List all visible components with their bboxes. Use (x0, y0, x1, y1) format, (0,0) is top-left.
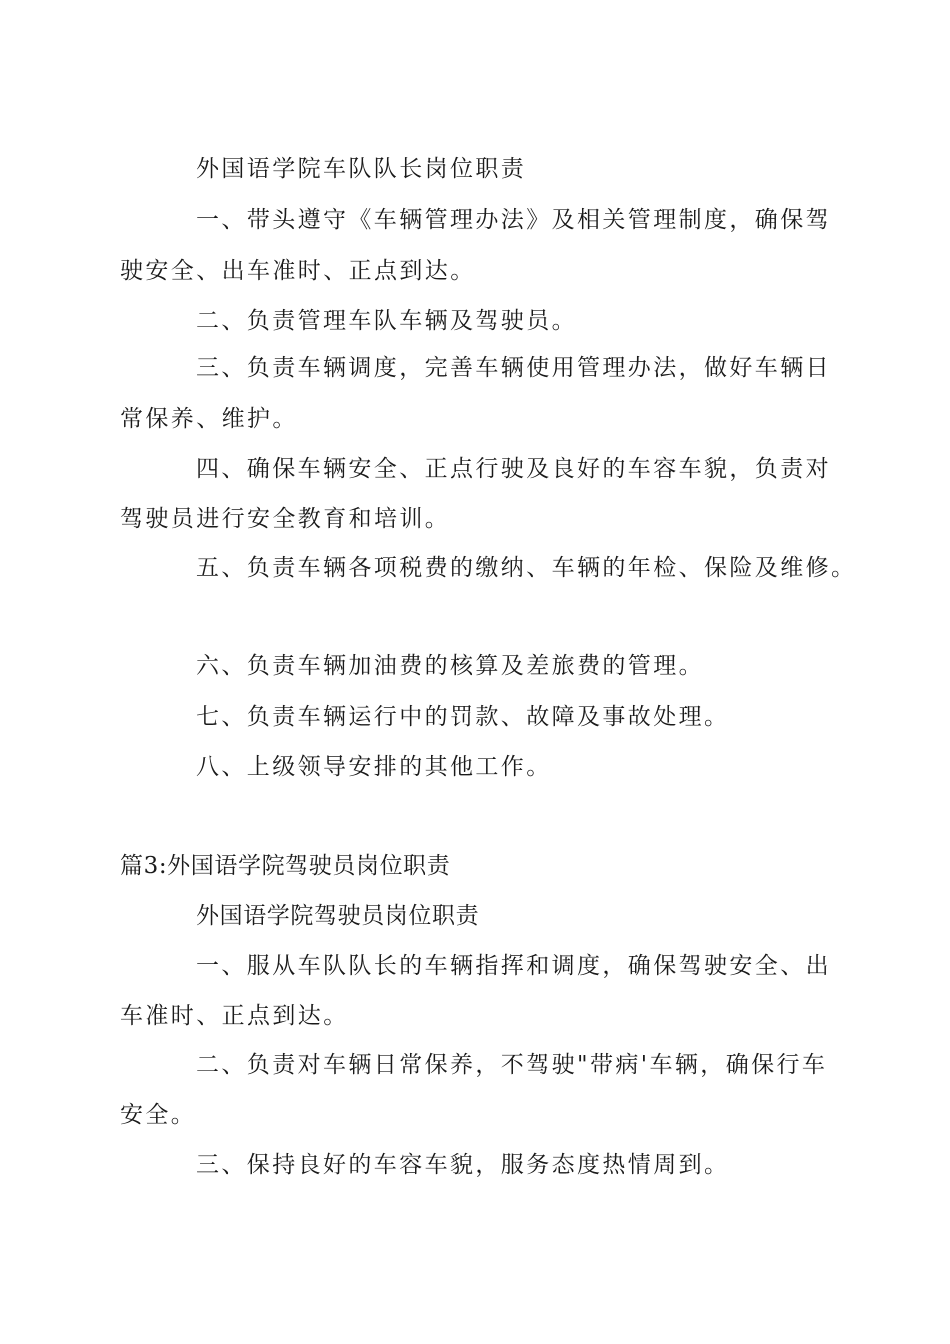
duty-item-4-line1: 四、确保车辆安全、正点行驶及良好的车容车貌，负责对 (196, 456, 831, 482)
driver-duty-item-1-line1: 一、服从车队队长的车辆指挥和调度，确保驾驶安全、出 (196, 953, 831, 979)
section3-heading: 篇3:外国语学院驾驶员岗位职责 (120, 853, 451, 879)
duty-item-2: 二、负责管理车队车辆及驾驶员。 (196, 308, 577, 334)
driver-duty-item-3: 三、保持良好的车容车貌，服务态度热情周到。 (196, 1152, 730, 1178)
driver-duty-item-1-line2: 车准时、正点到达。 (120, 1003, 349, 1029)
duty-item-1-line1: 一、带头遵守《车辆管理办法》及相关管理制度，确保驾 (196, 207, 831, 233)
duty-item-4-line2: 驾驶员进行安全教育和培训。 (120, 506, 451, 532)
duty-item-6: 六、负责车辆加油费的核算及差旅费的管理。 (196, 653, 704, 679)
duty-item-7: 七、负责车辆运行中的罚款、故障及事故处理。 (196, 704, 730, 730)
duty-item-1-line2: 驶安全、出车准时、正点到达。 (120, 258, 476, 284)
duty-item-5: 五、负责车辆各项税费的缴纳、车辆的年检、保险及维修。 (196, 555, 857, 581)
duty-item-8: 八、上级领导安排的其他工作。 (196, 754, 552, 780)
driver-duty-item-2-line1: 二、负责对车辆日常保养，不驾驶"带病'车辆，确保行车 (196, 1052, 828, 1078)
section3-title: 外国语学院驾驶员岗位职责 (196, 903, 480, 929)
driver-duty-item-2-line2: 安全。 (120, 1102, 197, 1128)
duty-item-3-line1: 三、负责车辆调度，完善车辆使用管理办法，做好车辆日 (196, 355, 831, 381)
section2-title: 外国语学院车队队长岗位职责 (196, 156, 527, 182)
duty-item-3-line2: 常保养、维护。 (120, 406, 298, 432)
